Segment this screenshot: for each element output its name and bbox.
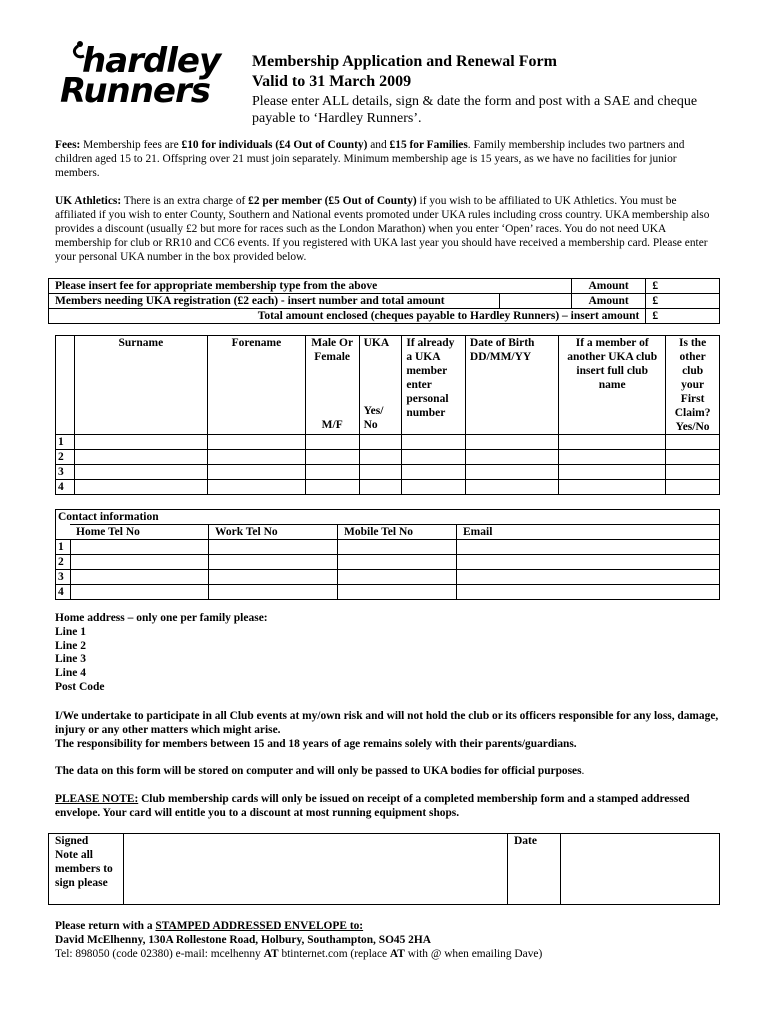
please-note: PLEASE NOTE: Club membership cards will only be issued on receipt of a completed membership form and a stamped addressed envelope. Your card will entitle you to a discount at most running equipment shops. [55, 793, 690, 819]
col-gender: Male Or Female M/F [305, 336, 359, 435]
address-line: Line 3 [55, 653, 86, 666]
fee-table: Please insert fee for appropriate membership type from the above Amount £ Members needing UKA registration (£2 each) - insert number and total amount Amount £ Total amount enclosed (cheques payable to Hardley Runners) – insert amount £ [48, 278, 720, 324]
address-line: Line 2 [55, 639, 86, 652]
undertaking-paragraph: I/We undertake to participate in all Club events at my/own risk and will not hold the club or its officers responsible for any loss, damage, injury or any other matters which might arise. The responsibility for members between 15 and 18 years of age remains solely with their parents/guardians. [55, 710, 719, 750]
member-row: 1 [56, 435, 720, 450]
col-email: Email [457, 525, 720, 540]
address-title: Home address – only one per family please: [55, 612, 268, 624]
form-instructions: Please enter ALL details, sign & date the form and post with a SAE and cheque payable to ‘Hardley Runners’. [252, 94, 698, 126]
form-title: Membership Application and Renewal Form [252, 53, 557, 70]
contact-table [55, 509, 720, 600]
col-surname: Surname [74, 336, 207, 435]
fee-row-uka: Members needing UKA registration (£2 each) - insert number and total amount [49, 294, 500, 309]
signature-table [48, 833, 720, 905]
address-line: Line 4 [55, 667, 86, 680]
col-first-claim: Is the other club your First Claim? Yes/No [666, 336, 720, 435]
fee-amount-input[interactable]: £ [646, 279, 720, 294]
col-uka-number: If already a UKA member enter personal number [402, 336, 466, 435]
signed-label: Signed Note all members to sign please [49, 834, 124, 905]
address-postcode: Post Code [55, 680, 105, 693]
date-input[interactable] [561, 834, 720, 905]
fee-row-membership: Please insert fee for appropriate membership type from the above [49, 279, 572, 294]
member-row: 2 [56, 450, 720, 465]
return-address: Please return with a STAMPED ADDRESSED ENVELOPE to: David McElhenny, 130A Rollestone Road, Holbury, Southampton, SO45 2HA Tel: 898050 (code 02380) e-mail: mcelhenny AT btinternet.com (replace AT with @ when emailing Dave) [55, 920, 543, 960]
contact-row: 3 [56, 570, 720, 585]
col-other-club: If a member of another UKA club insert full club name [559, 336, 666, 435]
logo-line1: hardley [82, 41, 221, 81]
member-row: 4 [56, 480, 720, 495]
signature-input[interactable] [124, 834, 508, 905]
contact-row: 2 [56, 555, 720, 570]
member-row: 3 [56, 465, 720, 480]
form-validity: Valid to 31 March 2009 [252, 73, 412, 90]
uka-paragraph: UK Athletics: There is an extra charge of £2 per member (£5 Out of County) if you wish to be affiliated to UK Athletics. You must be affiliated if you wish to enter County, Southern and National events promoted under UKA rules including cross country. UKA membership also provides a discount (usually £2 but more for races such as the London Marathon) when you enter ‘Open’ races. You do not need UKA membership for club or RR10 and CC6 events. If you registered with UKA last year you should have received a membership card. Please enter your personal UKA number in the box provided below. [55, 195, 710, 263]
contact-row: 1 [56, 540, 720, 555]
col-uka: UKA Yes/ No [359, 336, 402, 435]
logo-line2: Runners [60, 71, 211, 110]
home-address-section [55, 612, 268, 695]
col-dob: Date of Birth DD/MM/YY [465, 336, 558, 435]
col-mobile-tel: Mobile Tel No [338, 525, 457, 540]
address-line: Line 1 [55, 625, 86, 638]
total-amount-input[interactable]: £ [646, 309, 720, 324]
contact-title: Contact information [56, 510, 720, 525]
uka-count-input[interactable] [500, 294, 572, 309]
contact-row: 4 [56, 585, 720, 600]
data-notice: The data on this form will be stored on computer and will only be passed to UKA bodies for official purposes. [55, 765, 585, 777]
fee-row-total: Total amount enclosed (cheques payable to Hardley Runners) – insert amount [49, 309, 646, 324]
col-work-tel: Work Tel No [209, 525, 338, 540]
hardley-runners-logo [52, 40, 242, 110]
members-table [55, 335, 720, 495]
fees-paragraph: Fees: Membership fees are £10 for individuals (£4 Out of County) and £15 for Families. Family membership includes two partners and children aged 15 to 21. Offspring over 21 must join separately. Minimum membership age is 15 years, as we have no facilities for junior members. [55, 139, 685, 179]
col-home-tel: Home Tel No [70, 525, 209, 540]
col-forename: Forename [208, 336, 306, 435]
date-label: Date [508, 834, 561, 905]
uka-amount-input[interactable]: £ [646, 294, 720, 309]
